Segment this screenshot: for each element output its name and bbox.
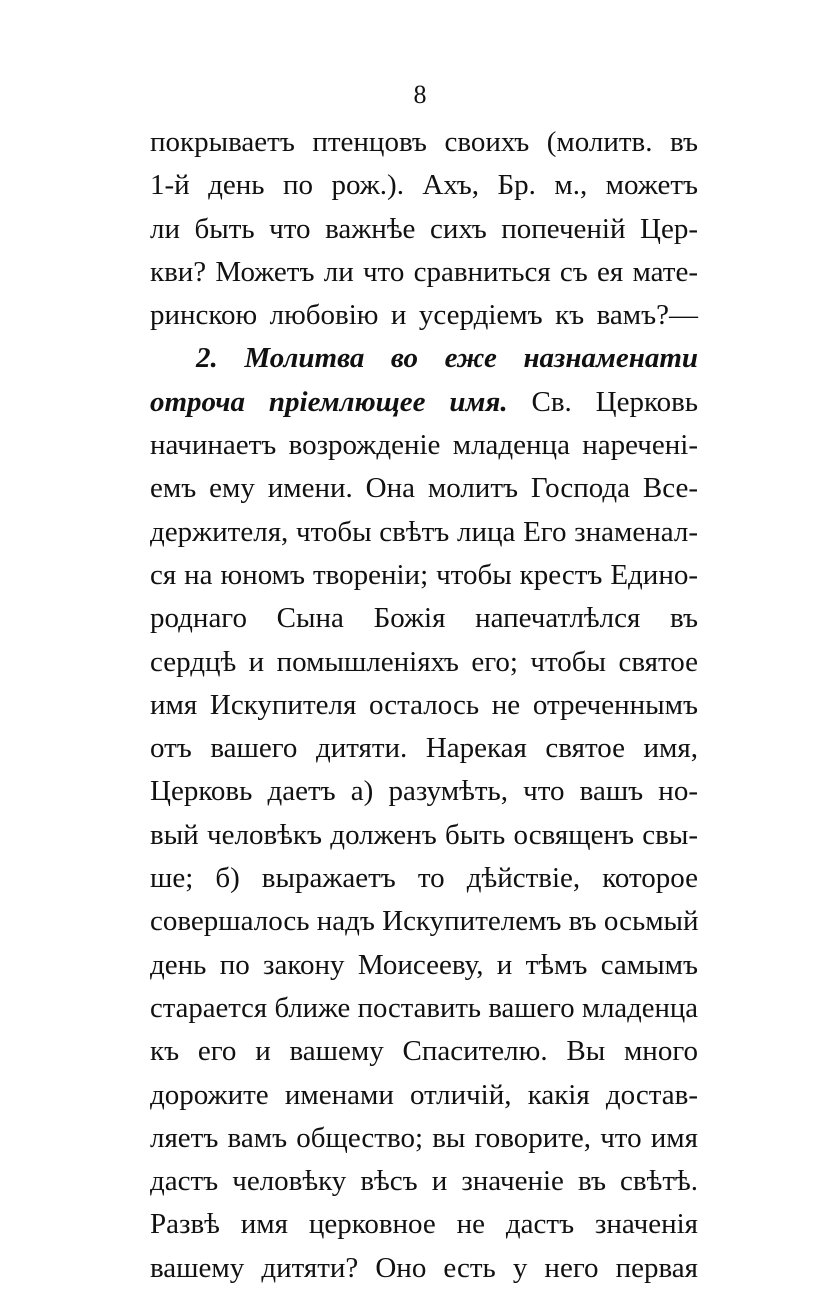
section-heading-tail: отроча пріемлющее имя. [150,385,508,418]
text-line: кви? Можетъ ли что сравниться съ ея матe- [150,255,698,288]
text-line: 1-й день по рож.). Ахъ, Бр. м., можетъ [150,169,698,202]
text-line: дастъ человѣку вѣсъ и значеніе въ свѣтѣ. [150,1165,698,1198]
section-heading-line: 2. Молитва во еже назнаменати [196,342,698,375]
text-line: совершалось надъ Искупителемъ въ осьмый [150,905,699,938]
text-line: ше; б) выражаетъ то дѣйствіе, которое [150,862,698,895]
text-line: держителя, чтобы свѣтъ лица Его знаменал- [150,515,698,548]
body-text [150,121,698,1290]
text-line: день по закону Моисееву, и тѣмъ самымъ [150,948,698,981]
text-line: вый человѣкъ долженъ быть освященъ свы- [150,818,698,851]
text-fragment: Св. Церковь [531,385,698,418]
text-line: Церковь даетъ а) разумѣть, что вашъ но- [150,775,698,808]
page-number: 8 [413,80,427,109]
text-line: ся на юномъ твореніи; чтобы крестъ Едино- [150,558,698,591]
text-line: старается ближе поставить вашего младенца [150,991,698,1024]
text-line: къ его и вашему Спасителю. Вы много [150,1035,698,1068]
text-line: роднаго Сына Божія напечатлѣлся въ [150,602,698,635]
text-line: отъ вашего дитяти. Нарекая святое имя, [150,732,698,765]
text-line: емъ ему имени. Она молитъ Господа Все- [150,472,698,505]
text-line: Развѣ имя церковное не дастъ значенія [150,1208,698,1241]
text-line: имя Искупителя осталось не отреченнымъ [150,688,698,721]
text-line: начинаетъ возрожденіе младенца нареченi- [150,429,698,462]
text-line: ляетъ вамъ общество; вы говорите, что имя [150,1121,698,1154]
text-line: ли быть что важнѣе сихъ попеченій Цер- [150,212,698,245]
text-line: ринскою любовію и усердіемъ къ вамъ?— [150,299,698,332]
text-line: покрываетъ птенцовъ своихъ (молитв. въ [150,126,698,158]
text-line: дорожите именами отличій, какія достав- [150,1078,698,1111]
section-heading-continuation [150,381,698,424]
text-line: сердцѣ и помышленіяхъ его; чтобы святое [150,645,698,678]
text-line: вашему дитяти? Оно есть у него первая [150,1251,698,1284]
